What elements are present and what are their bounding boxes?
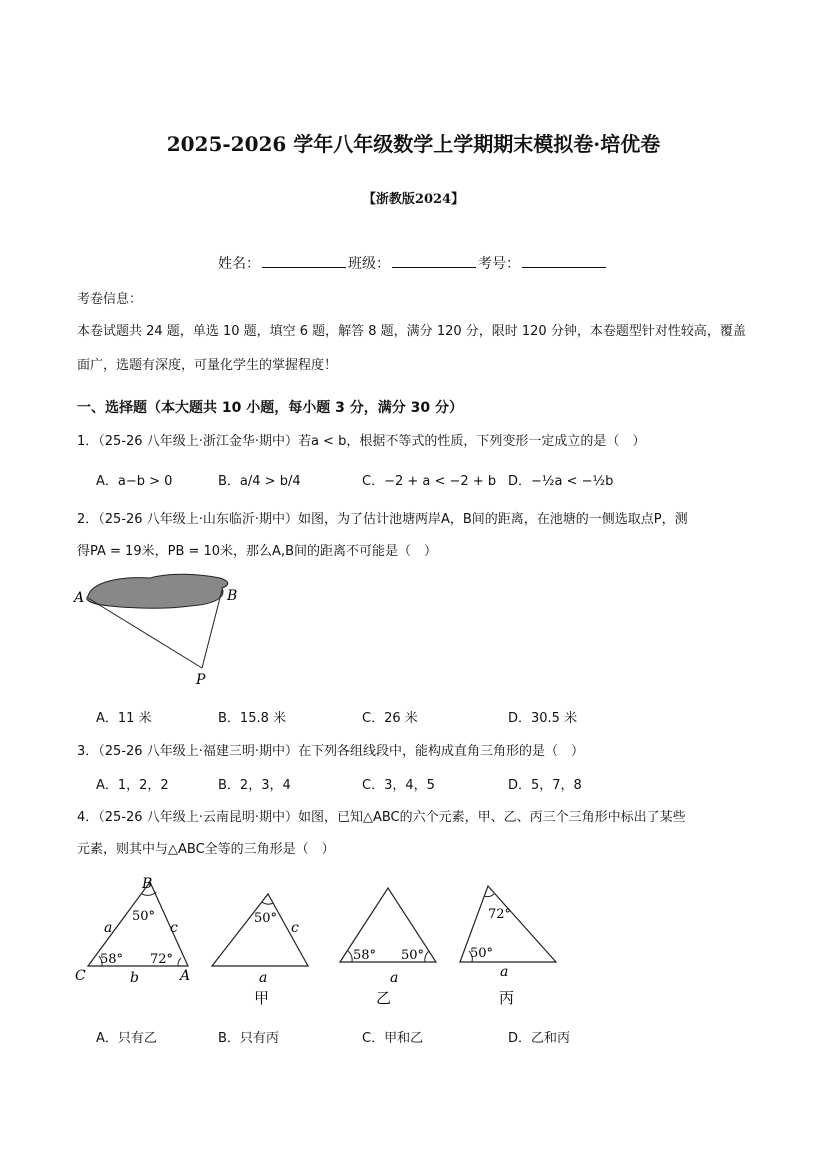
- triangle-yi: [340, 888, 436, 1007]
- jia-angle: 50°: [254, 911, 278, 926]
- bing-label: 丙: [499, 989, 515, 1007]
- q2-option-b[interactable]: B．15.8 米: [218, 711, 286, 726]
- q2-option-d[interactable]: D．30.5 米: [508, 711, 578, 726]
- question-1: [77, 430, 645, 449]
- q2-option-a[interactable]: A．11 米: [96, 711, 152, 726]
- exam-info-line1: 本卷试题共 24 题，单选 10 题，填空 6 题，解答 8 题，满分 120 分，限时 120 分钟，本卷题型针对性较高，覆盖: [77, 324, 746, 339]
- bing-angle-2: 50°: [470, 946, 494, 961]
- q4-option-d[interactable]: D．乙和丙: [508, 1031, 571, 1046]
- question-number: 1．: [77, 434, 99, 449]
- student-info: [218, 253, 608, 273]
- pond-figure: [70, 570, 250, 690]
- jia-side-a: a: [259, 970, 268, 986]
- id-blank[interactable]: [522, 253, 606, 268]
- abc-side-c: c: [170, 920, 178, 936]
- question-4-line2: 元素，则其中与△ABC全等的三角形是（ ）: [77, 842, 335, 857]
- triangle-jia: [212, 894, 308, 1007]
- abc-side-b: b: [130, 970, 139, 986]
- abc-angle-a: 72°: [150, 952, 174, 967]
- q4-option-c[interactable]: C．甲和乙: [362, 1031, 424, 1046]
- class-blank[interactable]: [392, 253, 476, 268]
- section-heading: 一、选择题（本大题共 10 小题，每小题 3 分，满分 30 分）: [77, 400, 463, 416]
- question-4: [77, 806, 686, 825]
- q3-option-b[interactable]: B．2，3，4: [218, 778, 291, 793]
- name-label: 姓名：: [218, 256, 260, 272]
- question-text: （25-26 八年级上·浙江金华·期中）若a < b，根据不等式的性质，下列变形一定成立的是（ ）: [98, 434, 646, 449]
- yi-label: 乙: [376, 989, 392, 1007]
- question-2: [77, 508, 688, 527]
- q1-option-d[interactable]: D．−½a < −½b: [508, 474, 614, 489]
- q4-option-b[interactable]: B．只有丙: [218, 1031, 279, 1046]
- question-text: （25-26 八年级上·福建三明·期中）在下列各组线段中，能构成直角三角形的是（ ）: [98, 744, 584, 759]
- bing-angle-1: 72°: [488, 907, 512, 922]
- question-number: 4．: [77, 810, 99, 825]
- edition-label: 【浙教版2024】: [362, 192, 465, 207]
- page-title: 2025-2026 学年八年级数学上学期期末模拟卷·培优卷: [166, 132, 661, 156]
- abc-angle-c: 58°: [100, 952, 124, 967]
- q4-option-a[interactable]: A．只有乙: [96, 1031, 157, 1046]
- abc-angle-b: 50°: [132, 909, 156, 924]
- yi-side-a: a: [390, 970, 399, 986]
- jia-side-c: c: [291, 920, 299, 936]
- q1-option-a[interactable]: A．a−b > 0: [96, 474, 173, 489]
- question-number: 2．: [77, 512, 99, 527]
- triangle-abc: [75, 876, 190, 986]
- q1-option-b[interactable]: B．a/4 > b/4: [218, 474, 301, 489]
- yi-angle-2: 50°: [401, 948, 425, 963]
- abc-b-label: B: [142, 876, 153, 892]
- q3-option-d[interactable]: D．5，7，8: [508, 778, 582, 793]
- jia-label: 甲: [254, 989, 270, 1007]
- yi-angle-1: 58°: [353, 948, 377, 963]
- triangle-bing: [460, 886, 556, 1007]
- exam-info-heading: 考卷信息：: [77, 292, 143, 307]
- pond-shape: [87, 574, 228, 608]
- triangles-figure: [70, 870, 570, 1010]
- q2-option-c[interactable]: C．26 米: [362, 711, 418, 726]
- abc-c-label: C: [75, 968, 86, 984]
- abc-a-label: A: [180, 968, 191, 984]
- name-blank[interactable]: [262, 253, 346, 268]
- exam-info-line2: 面广，选题有深度，可量化学生的掌握程度！: [77, 358, 338, 373]
- abc-side-a: a: [104, 920, 113, 936]
- id-label: 考号：: [478, 256, 520, 272]
- question-text: （25-26 八年级上·云南昆明·期中）如图，已知△ABC的六个元素，甲、乙、丙三个三角形中标出了某些: [98, 810, 686, 825]
- q1-option-c[interactable]: C．−2 + a < −2 + b: [362, 474, 497, 489]
- bing-side-a: a: [500, 964, 509, 980]
- question-2-line2: 得PA = 19米，PB = 10米，那么A,B间的距离不可能是（ ）: [77, 544, 438, 559]
- point-a-label: A: [74, 590, 85, 606]
- q3-option-c[interactable]: C．3，4，5: [362, 778, 435, 793]
- question-text: （25-26 八年级上·山东临沂·期中）如图，为了估计池塘两岸A，B间的距离，在池塘的一侧选取点P，测: [98, 512, 688, 527]
- question-3: [77, 740, 584, 759]
- point-p-label: P: [196, 672, 206, 688]
- question-number: 3．: [77, 744, 99, 759]
- point-b-label: B: [227, 588, 238, 604]
- q3-option-a[interactable]: A．1，2，2: [96, 778, 169, 793]
- class-label: 班级：: [348, 256, 390, 272]
